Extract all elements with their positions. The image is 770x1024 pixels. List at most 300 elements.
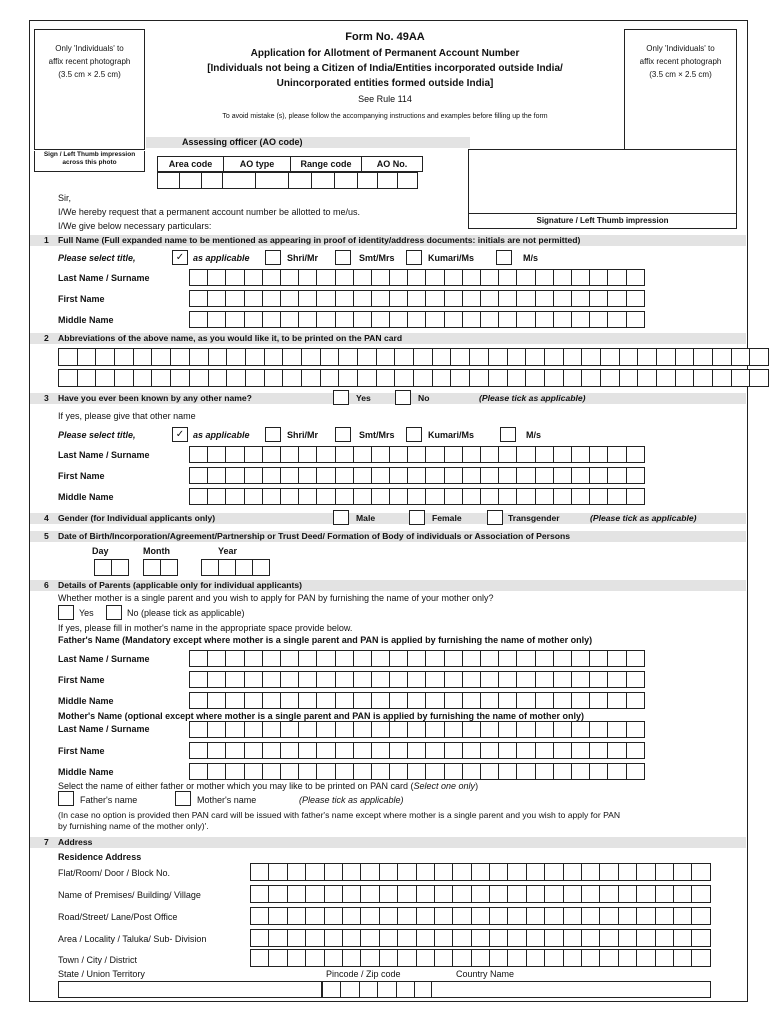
char-box[interactable]	[407, 721, 426, 738]
char-box[interactable]	[452, 863, 471, 881]
char-box[interactable]	[264, 369, 284, 387]
char-box[interactable]	[379, 863, 398, 881]
char-box[interactable]	[599, 929, 618, 947]
char-box[interactable]	[675, 369, 695, 387]
char-box[interactable]	[535, 311, 554, 328]
char-box[interactable]	[626, 290, 645, 307]
char-box[interactable]	[207, 650, 226, 667]
char-box[interactable]	[535, 742, 554, 759]
char-box[interactable]	[432, 369, 452, 387]
char-box[interactable]	[452, 949, 471, 967]
char-box[interactable]	[516, 446, 535, 463]
char-box[interactable]	[516, 650, 535, 667]
char-box[interactable]	[280, 763, 299, 780]
char-box[interactable]	[425, 311, 444, 328]
char-box[interactable]	[371, 467, 390, 484]
char-box[interactable]	[462, 671, 481, 688]
dob-day-cells[interactable]	[94, 559, 128, 576]
char-box[interactable]	[244, 721, 263, 738]
char-box[interactable]	[444, 488, 463, 505]
char-box[interactable]	[425, 446, 444, 463]
char-box[interactable]	[480, 311, 499, 328]
char-box[interactable]	[444, 467, 463, 484]
char-box[interactable]	[298, 467, 317, 484]
char-box[interactable]	[607, 290, 626, 307]
char-box[interactable]	[607, 446, 626, 463]
char-box[interactable]	[280, 488, 299, 505]
char-box[interactable]	[544, 863, 563, 881]
s1-first-name-cells[interactable]	[189, 290, 644, 307]
char-box[interactable]	[335, 692, 354, 709]
char-box[interactable]	[151, 348, 171, 366]
char-box[interactable]	[619, 369, 639, 387]
other-title-shri-checkbox[interactable]	[265, 427, 281, 442]
char-box[interactable]	[225, 763, 244, 780]
char-box[interactable]	[563, 369, 583, 387]
char-box[interactable]	[571, 742, 590, 759]
char-box[interactable]	[656, 348, 676, 366]
father-middle-name-cells[interactable]	[189, 692, 644, 709]
char-box[interactable]	[394, 369, 414, 387]
char-box[interactable]	[316, 763, 335, 780]
char-box[interactable]	[655, 907, 674, 925]
char-box[interactable]	[675, 348, 695, 366]
char-box[interactable]	[489, 929, 508, 947]
char-box[interactable]	[335, 742, 354, 759]
char-box[interactable]	[207, 269, 226, 286]
char-box[interactable]	[353, 692, 372, 709]
char-box[interactable]	[389, 650, 408, 667]
char-box[interactable]	[488, 369, 508, 387]
char-box[interactable]	[353, 488, 372, 505]
char-box[interactable]	[571, 671, 590, 688]
char-box[interactable]	[444, 269, 463, 286]
char-box[interactable]	[535, 290, 554, 307]
s3-first-name-cells[interactable]	[189, 467, 644, 484]
char-box[interactable]	[498, 290, 517, 307]
char-box[interactable]	[434, 907, 453, 925]
char-box[interactable]	[371, 290, 390, 307]
char-box[interactable]	[444, 742, 463, 759]
char-box[interactable]	[287, 949, 306, 967]
char-box[interactable]	[462, 269, 481, 286]
print-mother-name-checkbox[interactable]	[175, 791, 191, 806]
char-box[interactable]	[225, 650, 244, 667]
char-box[interactable]	[244, 650, 263, 667]
char-box[interactable]	[731, 348, 751, 366]
char-box[interactable]	[462, 742, 481, 759]
char-box[interactable]	[280, 742, 299, 759]
gender-female-checkbox[interactable]	[409, 510, 425, 525]
char-box[interactable]	[170, 369, 190, 387]
char-box[interactable]	[394, 348, 414, 366]
char-box[interactable]	[655, 929, 674, 947]
title-shri-checkbox[interactable]	[265, 250, 281, 265]
char-box[interactable]	[340, 981, 359, 998]
char-box[interactable]	[450, 348, 470, 366]
char-box[interactable]	[207, 692, 226, 709]
char-box[interactable]	[396, 981, 415, 998]
area-cells[interactable]	[250, 929, 710, 947]
char-box[interactable]	[207, 671, 226, 688]
char-box[interactable]	[353, 721, 372, 738]
char-box[interactable]	[353, 650, 372, 667]
char-box[interactable]	[262, 650, 281, 667]
char-box[interactable]	[244, 692, 263, 709]
char-box[interactable]	[535, 488, 554, 505]
char-box[interactable]	[371, 671, 390, 688]
premises-cells[interactable]	[250, 885, 710, 903]
char-box[interactable]	[452, 885, 471, 903]
char-box[interactable]	[434, 885, 453, 903]
char-box[interactable]	[462, 763, 481, 780]
char-box[interactable]	[244, 763, 263, 780]
char-box[interactable]	[673, 885, 692, 903]
char-box[interactable]	[432, 348, 452, 366]
char-box[interactable]	[553, 446, 572, 463]
dob-month-cells[interactable]	[143, 559, 177, 576]
char-box[interactable]	[298, 446, 317, 463]
char-box[interactable]	[563, 885, 582, 903]
char-box[interactable]	[389, 269, 408, 286]
char-box[interactable]	[673, 949, 692, 967]
char-box[interactable]	[425, 692, 444, 709]
char-box[interactable]	[489, 907, 508, 925]
char-box[interactable]	[371, 692, 390, 709]
char-box[interactable]	[471, 863, 490, 881]
char-box[interactable]	[287, 929, 306, 947]
other-title-smt-checkbox[interactable]	[335, 427, 351, 442]
char-box[interactable]	[444, 290, 463, 307]
char-box[interactable]	[462, 446, 481, 463]
gender-male-checkbox[interactable]	[333, 510, 349, 525]
char-box[interactable]	[589, 269, 608, 286]
char-box[interactable]	[553, 488, 572, 505]
char-box[interactable]	[516, 721, 535, 738]
char-box[interactable]	[444, 671, 463, 688]
char-box[interactable]	[636, 885, 655, 903]
char-box[interactable]	[357, 348, 377, 366]
char-box[interactable]	[626, 488, 645, 505]
char-box[interactable]	[298, 290, 317, 307]
char-box[interactable]	[416, 863, 435, 881]
char-box[interactable]	[581, 369, 601, 387]
char-box[interactable]	[244, 488, 263, 505]
char-box[interactable]	[589, 742, 608, 759]
char-box[interactable]	[516, 671, 535, 688]
char-box[interactable]	[498, 650, 517, 667]
char-box[interactable]	[600, 348, 620, 366]
char-box[interactable]	[262, 446, 281, 463]
char-box[interactable]	[589, 671, 608, 688]
char-box[interactable]	[353, 311, 372, 328]
char-box[interactable]	[225, 269, 244, 286]
char-box[interactable]	[342, 885, 361, 903]
char-box[interactable]	[553, 467, 572, 484]
char-box[interactable]	[335, 650, 354, 667]
char-box[interactable]	[250, 929, 269, 947]
char-box[interactable]	[516, 290, 535, 307]
char-box[interactable]	[655, 949, 674, 967]
char-box[interactable]	[189, 671, 208, 688]
other-title-ms-checkbox[interactable]	[500, 427, 516, 442]
char-box[interactable]	[636, 863, 655, 881]
char-box[interactable]	[371, 763, 390, 780]
char-box[interactable]	[498, 269, 517, 286]
char-box[interactable]	[335, 671, 354, 688]
char-box[interactable]	[607, 311, 626, 328]
char-box[interactable]	[480, 488, 499, 505]
char-box[interactable]	[444, 763, 463, 780]
char-box[interactable]	[353, 290, 372, 307]
char-box[interactable]	[225, 446, 244, 463]
char-box[interactable]	[335, 311, 354, 328]
title-smt-checkbox[interactable]	[335, 250, 351, 265]
char-box[interactable]	[626, 650, 645, 667]
char-box[interactable]	[535, 446, 554, 463]
char-box[interactable]	[516, 269, 535, 286]
char-box[interactable]	[324, 885, 343, 903]
char-box[interactable]	[287, 863, 306, 881]
other-name-no-checkbox[interactable]	[395, 390, 411, 405]
char-box[interactable]	[268, 929, 287, 947]
char-box[interactable]	[262, 269, 281, 286]
char-box[interactable]	[379, 949, 398, 967]
char-box[interactable]	[571, 763, 590, 780]
char-box[interactable]	[268, 885, 287, 903]
char-box[interactable]	[469, 348, 489, 366]
char-box[interactable]	[287, 907, 306, 925]
char-box[interactable]	[581, 949, 600, 967]
char-box[interactable]	[282, 348, 302, 366]
char-box[interactable]	[342, 949, 361, 967]
char-box[interactable]	[250, 863, 269, 881]
char-box[interactable]	[516, 467, 535, 484]
char-box[interactable]	[262, 290, 281, 307]
char-box[interactable]	[397, 929, 416, 947]
char-box[interactable]	[607, 763, 626, 780]
char-box[interactable]	[712, 348, 732, 366]
char-box[interactable]	[335, 488, 354, 505]
char-box[interactable]	[207, 467, 226, 484]
char-box[interactable]	[589, 467, 608, 484]
char-box[interactable]	[189, 311, 208, 328]
char-box[interactable]	[359, 981, 378, 998]
char-box[interactable]	[444, 446, 463, 463]
char-box[interactable]	[218, 559, 236, 576]
char-box[interactable]	[407, 671, 426, 688]
char-box[interactable]	[507, 949, 526, 967]
char-box[interactable]	[673, 929, 692, 947]
char-box[interactable]	[516, 311, 535, 328]
char-box[interactable]	[335, 467, 354, 484]
char-box[interactable]	[626, 721, 645, 738]
char-box[interactable]	[691, 907, 710, 925]
char-box[interactable]	[571, 721, 590, 738]
char-box[interactable]	[357, 369, 377, 387]
char-box[interactable]	[287, 885, 306, 903]
char-box[interactable]	[301, 369, 321, 387]
char-box[interactable]	[434, 863, 453, 881]
char-box[interactable]	[535, 692, 554, 709]
char-box[interactable]	[626, 269, 645, 286]
char-box[interactable]	[637, 369, 657, 387]
char-box[interactable]	[589, 311, 608, 328]
char-box[interactable]	[507, 369, 527, 387]
char-box[interactable]	[563, 949, 582, 967]
char-box[interactable]	[95, 369, 115, 387]
char-box[interactable]	[599, 949, 618, 967]
char-box[interactable]	[416, 907, 435, 925]
char-box[interactable]	[262, 467, 281, 484]
char-box[interactable]	[280, 671, 299, 688]
char-box[interactable]	[389, 742, 408, 759]
char-box[interactable]	[226, 348, 246, 366]
char-box[interactable]	[389, 446, 408, 463]
char-box[interactable]	[353, 446, 372, 463]
char-box[interactable]	[298, 692, 317, 709]
char-box[interactable]	[471, 949, 490, 967]
char-box[interactable]	[618, 907, 637, 925]
char-box[interactable]	[563, 907, 582, 925]
char-box[interactable]	[571, 446, 590, 463]
char-box[interactable]	[471, 885, 490, 903]
char-box[interactable]	[480, 671, 499, 688]
char-box[interactable]	[225, 488, 244, 505]
char-box[interactable]	[413, 369, 433, 387]
char-box[interactable]	[416, 929, 435, 947]
char-box[interactable]	[498, 763, 517, 780]
char-box[interactable]	[114, 369, 134, 387]
char-box[interactable]	[397, 863, 416, 881]
char-box[interactable]	[526, 949, 545, 967]
char-box[interactable]	[535, 269, 554, 286]
char-box[interactable]	[535, 671, 554, 688]
char-box[interactable]	[498, 721, 517, 738]
char-box[interactable]	[298, 311, 317, 328]
char-box[interactable]	[201, 559, 219, 576]
char-box[interactable]	[462, 311, 481, 328]
char-box[interactable]	[589, 763, 608, 780]
char-box[interactable]	[526, 907, 545, 925]
char-box[interactable]	[58, 369, 78, 387]
char-box[interactable]	[589, 488, 608, 505]
char-box[interactable]	[397, 907, 416, 925]
char-box[interactable]	[58, 348, 78, 366]
char-box[interactable]	[691, 885, 710, 903]
char-box[interactable]	[305, 929, 324, 947]
mother-last-name-cells[interactable]	[189, 721, 644, 738]
char-box[interactable]	[316, 290, 335, 307]
char-box[interactable]	[462, 721, 481, 738]
char-box[interactable]	[526, 863, 545, 881]
char-box[interactable]	[189, 721, 208, 738]
char-box[interactable]	[320, 348, 340, 366]
char-box[interactable]	[189, 290, 208, 307]
char-box[interactable]	[544, 885, 563, 903]
char-box[interactable]	[544, 929, 563, 947]
char-box[interactable]	[280, 721, 299, 738]
char-box[interactable]	[581, 907, 600, 925]
char-box[interactable]	[480, 650, 499, 667]
char-box[interactable]	[618, 929, 637, 947]
char-box[interactable]	[298, 269, 317, 286]
char-box[interactable]	[298, 763, 317, 780]
char-box[interactable]	[360, 929, 379, 947]
char-box[interactable]	[553, 269, 572, 286]
char-box[interactable]	[208, 369, 228, 387]
char-box[interactable]	[563, 929, 582, 947]
char-box[interactable]	[189, 446, 208, 463]
char-box[interactable]	[244, 467, 263, 484]
char-box[interactable]	[371, 311, 390, 328]
char-box[interactable]	[77, 348, 97, 366]
char-box[interactable]	[731, 369, 751, 387]
char-box[interactable]	[94, 559, 112, 576]
char-box[interactable]	[262, 692, 281, 709]
gender-transgender-checkbox[interactable]	[487, 510, 503, 525]
char-box[interactable]	[693, 369, 713, 387]
char-box[interactable]	[305, 949, 324, 967]
title-kumari-checkbox[interactable]	[406, 250, 422, 265]
print-father-name-checkbox[interactable]	[58, 791, 74, 806]
char-box[interactable]	[425, 290, 444, 307]
char-box[interactable]	[250, 907, 269, 925]
char-box[interactable]	[516, 488, 535, 505]
char-box[interactable]	[235, 559, 253, 576]
char-box[interactable]	[607, 650, 626, 667]
char-box[interactable]	[544, 949, 563, 967]
char-box[interactable]	[225, 742, 244, 759]
char-box[interactable]	[452, 929, 471, 947]
char-box[interactable]	[114, 348, 134, 366]
char-box[interactable]	[434, 949, 453, 967]
char-box[interactable]	[379, 907, 398, 925]
char-box[interactable]	[498, 742, 517, 759]
char-box[interactable]	[618, 949, 637, 967]
char-box[interactable]	[316, 311, 335, 328]
char-box[interactable]	[280, 446, 299, 463]
char-box[interactable]	[225, 467, 244, 484]
char-box[interactable]	[189, 692, 208, 709]
char-box[interactable]	[407, 446, 426, 463]
char-box[interactable]	[338, 348, 358, 366]
char-box[interactable]	[225, 290, 244, 307]
char-box[interactable]	[607, 467, 626, 484]
char-box[interactable]	[599, 907, 618, 925]
char-box[interactable]	[553, 763, 572, 780]
char-box[interactable]	[316, 671, 335, 688]
char-box[interactable]	[280, 311, 299, 328]
char-box[interactable]	[407, 488, 426, 505]
char-box[interactable]	[407, 650, 426, 667]
road-cells[interactable]	[250, 907, 710, 925]
char-box[interactable]	[371, 446, 390, 463]
char-box[interactable]	[244, 290, 263, 307]
char-box[interactable]	[335, 721, 354, 738]
char-box[interactable]	[280, 650, 299, 667]
char-box[interactable]	[244, 446, 263, 463]
char-box[interactable]	[298, 488, 317, 505]
char-box[interactable]	[298, 650, 317, 667]
s1-middle-name-cells[interactable]	[189, 311, 644, 328]
char-box[interactable]	[516, 763, 535, 780]
title-ms-checkbox[interactable]	[496, 250, 512, 265]
char-box[interactable]	[489, 863, 508, 881]
char-box[interactable]	[656, 369, 676, 387]
char-box[interactable]	[316, 488, 335, 505]
char-box[interactable]	[305, 907, 324, 925]
